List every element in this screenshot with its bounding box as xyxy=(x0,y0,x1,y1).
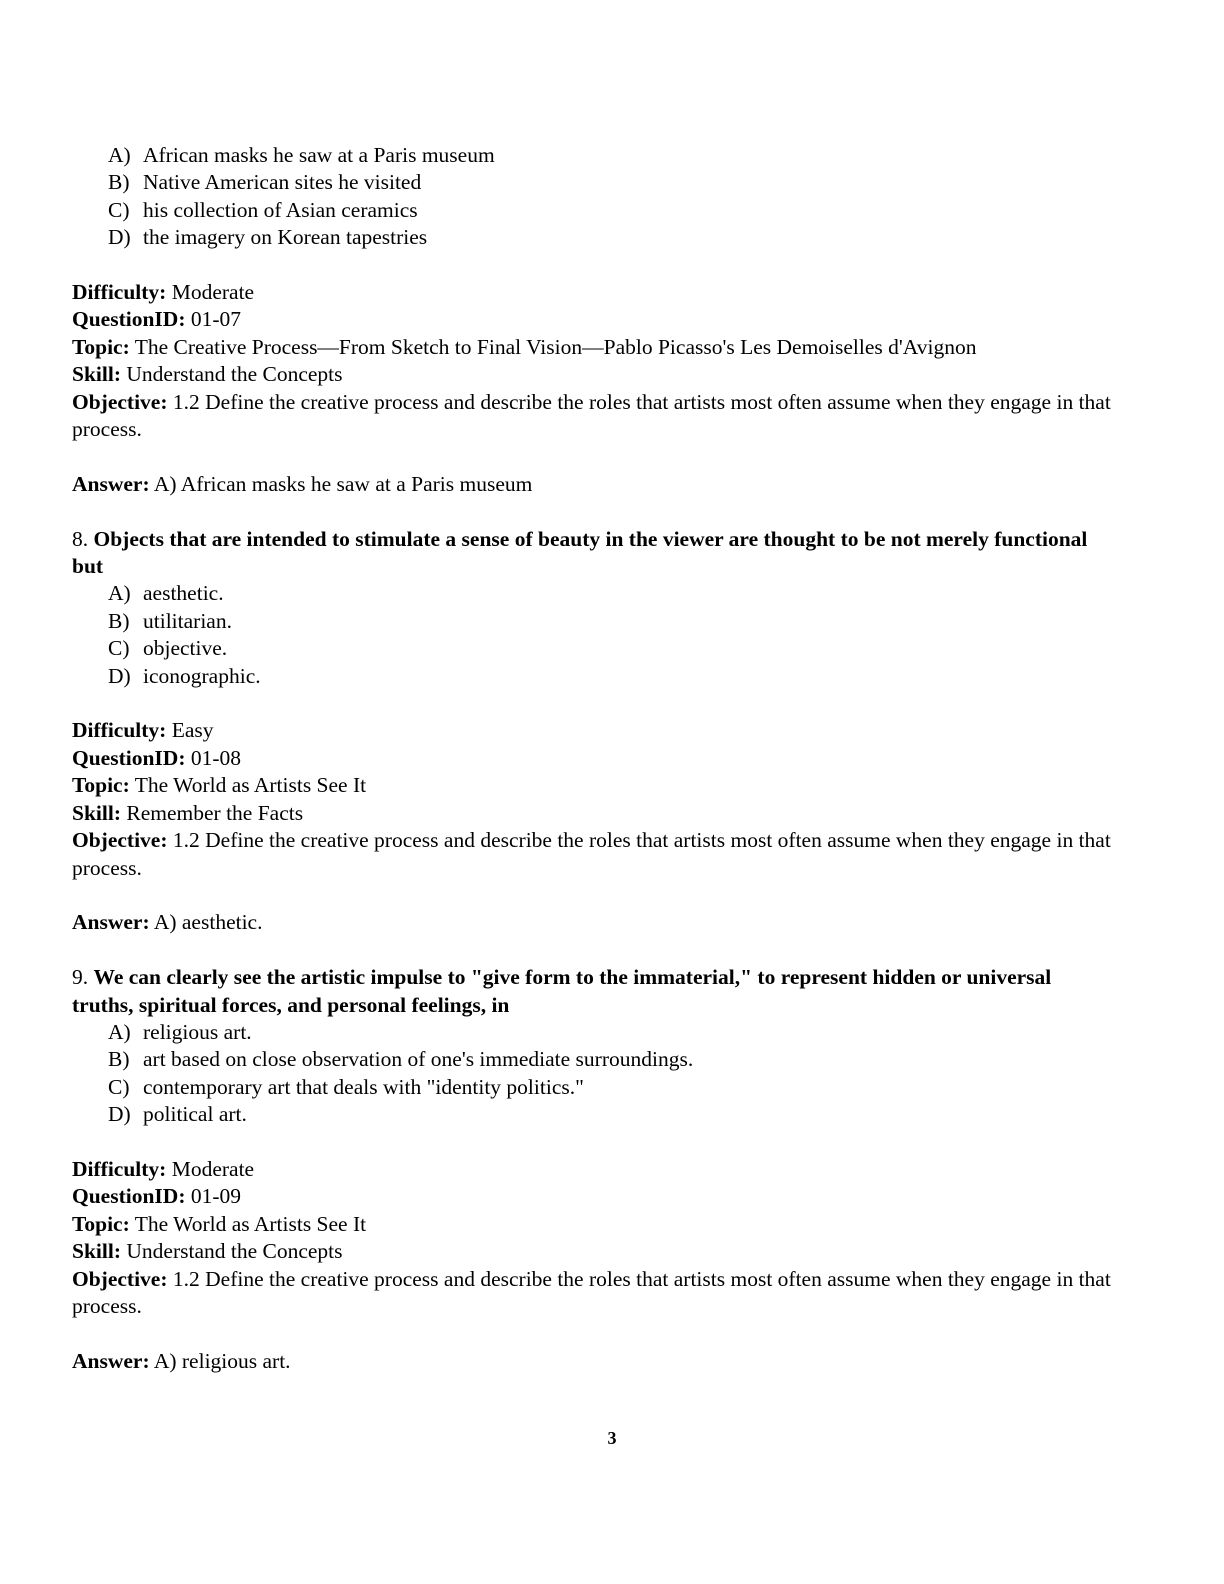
option-a: A) aesthetic. xyxy=(108,581,224,606)
option-b: B) utilitarian. xyxy=(108,608,232,633)
topic-line: Topic: The Creative Process—From Sketch to Final Vision—Pablo Picasso's Les Demoiselles d'Avignon xyxy=(72,334,977,359)
difficulty-line: Difficulty: Moderate xyxy=(72,280,255,305)
option-d: D) iconographic. xyxy=(108,663,261,688)
option-c: C) contemporary art that deals with "identity politics." xyxy=(108,1074,584,1099)
objective-line: Objective: 1.2 Define the creative process and describe the roles that artists most often assume when they engage in that process. xyxy=(72,389,1111,442)
option-d: D) political art. xyxy=(108,1102,247,1127)
objective-line: Objective: 1.2 Define the creative process and describe the roles that artists most often assume when they engage in that process. xyxy=(72,828,1111,880)
difficulty-line: Difficulty: Moderate xyxy=(72,1156,255,1181)
skill-line: Skill: Remember the Facts xyxy=(72,800,304,825)
question-id-line: QuestionID: 01-09 xyxy=(72,1184,242,1209)
difficulty-line: Difficulty: Easy xyxy=(72,718,214,743)
answer-options xyxy=(72,142,1112,252)
question-8: 8. Objects that are intended to stimulate a sense of beauty in the viewer are thought to be not merely functional but xyxy=(72,526,1088,579)
option-d: D) the imagery on Korean tapestries xyxy=(108,225,428,250)
answer-line: Answer: A) religious art. xyxy=(72,1348,291,1373)
question-9: 9. We can clearly see the artistic impulse to "give form to the immaterial," to represent hidden or universal truths, spiritual forces, and personal feelings, in xyxy=(72,965,1052,1017)
question-id-line: QuestionID: 01-08 xyxy=(72,745,242,770)
answer-options xyxy=(72,1019,1112,1129)
question-id-line: QuestionID: 01-07 xyxy=(72,307,242,332)
topic-line: Topic: The World as Artists See It xyxy=(72,773,367,798)
option-b: B) art based on close observation of one's immediate surroundings. xyxy=(108,1047,694,1072)
option-a: A) African masks he saw at a Paris museum xyxy=(108,143,495,167)
document-page xyxy=(72,142,1112,1375)
answer-options xyxy=(72,580,1112,690)
skill-line: Skill: Understand the Concepts xyxy=(72,362,343,387)
skill-line: Skill: Understand the Concepts xyxy=(72,1239,343,1264)
option-c: C) objective. xyxy=(108,636,228,661)
page-number: 3 xyxy=(607,1428,617,1448)
option-a: A) religious art. xyxy=(108,1019,252,1044)
answer-line: Answer: A) aesthetic. xyxy=(72,910,263,935)
answer-line: Answer: A) African masks he saw at a Paris museum xyxy=(72,471,533,496)
option-c: C) his collection of Asian ceramics xyxy=(108,197,418,222)
topic-line: Topic: The World as Artists See It xyxy=(72,1211,367,1236)
option-b: B) Native American sites he visited xyxy=(108,170,422,195)
objective-line: Objective: 1.2 Define the creative process and describe the roles that artists most often assume when they engage in that process. xyxy=(72,1266,1111,1318)
